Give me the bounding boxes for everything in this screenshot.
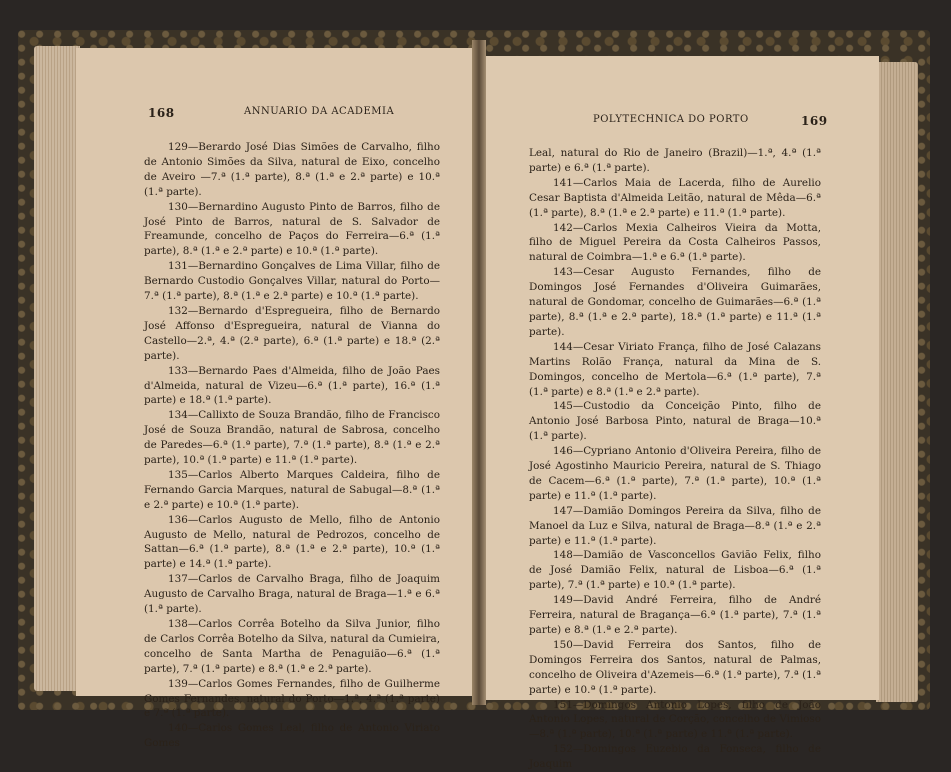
left-page <box>76 48 476 750</box>
entry: 148—Damião de Vasconcellos Gavião Felix, filho de José Damião Felix, natural de Lisboa—6.ª (1.ª parte), 7.ª (1.ª parte) e 10.ª (1.ª parte). <box>529 549 821 592</box>
book-gutter <box>472 40 486 705</box>
entry: 147—Damião Domingos Pereira da Silva, filho de Manoel da Luz e Silva, natural de Braga—8.ª (1.ª e 2.ª parte) e 11.ª (1.ª parte). <box>529 504 821 547</box>
page-edges-right <box>876 62 918 702</box>
entry: 149—David André Ferreira, filho de André Ferreira, natural de Bragança—6.ª (1.ª parte), 7.ª (1.ª parte) e 8.ª (1.ª e 2.ª parte). <box>529 594 821 636</box>
entry: 141—Carlos Maia de Lacerda, filho de Aurelio Cesar Baptista d'Almeida Leitão, natural de Mêda—6.ª (1.ª parte), 8.ª (1.ª e 2.ª parte) e 11.ª (1.ª parte). <box>529 176 821 219</box>
entry: 133—Bernardo Paes d'Almeida, filho de João Paes d'Almeida, natural de Vizeu—6.ª (1.ª parte), 16.ª (1.ª parte) e 18.ª (1.ª parte). <box>144 364 440 407</box>
entry: 136—Carlos Augusto de Mello, filho de Antonio Augusto de Mello, natural de Pedrozos, concelho de Sattan—6.ª (1.ª parte), 8.ª (1.ª e 2.ª parte), 10.ª (1.ª parte) e 14.ª (1.ª parte). <box>144 513 440 571</box>
entry: 150—David Ferreira dos Santos, filho de Domingos Ferreira dos Santos, natural de Palmas, concelho de Oliveira d'Azemeis—6.ª (1.ª parte), 7.ª (1.ª parte) e 10.ª (1.ª parte). <box>529 638 821 696</box>
entry: 129—Berardo José Dias Simões de Carvalho, filho de Antonio Simões da Silva, natural de Eixo, concelho de Aveiro —7.ª (1.ª parte), 8.ª (1.ª e 2.ª parte) e 10.ª (1.ª parte). <box>144 141 440 198</box>
entry: 151—Domingos Antonio Lopes, filho de João Antonio Lopes, natural de Corção, concelho de Vimioso—8.ª (1.ª parte), 10.ª (1.ª parte) e 11.ª (1.ª parte). <box>529 698 821 741</box>
entry: 140—Carlos Gomes Leal, filho de Antonio Viriato Gomes <box>144 722 440 750</box>
page-edges-left <box>34 46 80 691</box>
entry: 139—Carlos Gomes Fernandes, filho de Guilherme Gomes Fernandes, natural do Porto—1.ª, 4.ª (1.ª parte) e 7.ª (1.ª parte). <box>144 677 440 720</box>
entry: 152—Domingos Euzebio da Fonseca, filho de Joaquim <box>529 743 821 771</box>
entry: 143—Cesar Augusto Fernandes, filho de Domingos José Fernandes d'Oliveira Guimarães, natural de Gondomar, concelho de Guimarães—6.ª (1.ª parte), 8.ª (1.ª e 2.ª parte), 18.ª (1.ª parte) e 11.ª (1.ª parte). <box>529 266 821 338</box>
page-number: 169 <box>801 114 828 128</box>
entry: 142—Carlos Mexia Calheiros Vieira da Motta, filho de Miguel Pereira da Costa Calheiros Passos, natural de Coimbra—1.ª e 6.ª (1.ª parte). <box>529 221 821 264</box>
entry: 131—Bernardino Gonçalves de Lima Villar, filho de Bernardo Custodio Gonçalves Villar, natural do Porto—7.ª (1.ª parte), 8.ª (1.ª e 2.ª parte) e 10.ª (1.ª parte). <box>144 260 440 303</box>
entry: 144—Cesar Viriato França, filho de José Calazans Martins Rolão França, natural da Mina de S. Domingos, concelho de Mertola—6.ª (1.ª parte), 7.ª (1.ª parte) e 8.ª (1.ª e 2.ª parte). <box>529 340 821 398</box>
entry: 138—Carlos Corrêa Botelho da Silva Junior, filho de Carlos Corrêa Botelho da Silva, natural da Cumieira, concelho de Santa Martha de Penaguião—6.ª (1.ª parte), 7.ª (1.ª parte) e 8.ª (1.ª e 2.ª parte). <box>144 618 440 675</box>
page-text <box>529 146 821 772</box>
running-title: ANNUARIO DA ACADEMIA <box>244 106 395 117</box>
page-number: 168 <box>148 106 175 120</box>
entry: 135—Carlos Alberto Marques Caldeira, filho de Fernando Garcia Marques, natural de Sabugal—8.ª (1.ª e 2.ª parte) e 10.ª (1.ª parte). <box>144 468 440 511</box>
entry: 130—Bernardino Augusto Pinto de Barros, filho de José Pinto de Barros, natural de S. Salvador de Freamunde, concelho de Paços do Ferreira—6.ª (1.ª parte), 8.ª (1.ª e 2.ª parte) e 10.ª (1.ª parte). <box>144 200 440 258</box>
entry-continuation: Leal, natural do Rio de Janeiro (Brazil)—1.ª, 4.ª (1.ª parte) e 6.ª (1.ª parte). <box>529 147 821 174</box>
page-text <box>144 140 440 751</box>
entry: 146—Cypriano Antonio d'Oliveira Pereira, filho de José Agostinho Mauricio Pereira, natural de S. Thiago de Cacem—6.ª (1.ª parte), 7.ª (1.ª parte), 10.ª (1.ª parte) e 11.ª (1.ª parte). <box>529 445 821 502</box>
right-page <box>483 56 879 771</box>
entry: 145—Custodio da Conceição Pinto, filho de Antonio José Barbosa Pinto, natural de Braga—10.ª (1.ª parte). <box>529 400 821 443</box>
entry: 134—Callixto de Souza Brandão, filho de Francisco José de Souza Brandão, natural de Sabrosa, concelho de Paredes—6.ª (1.ª parte), 7.ª (1.ª parte), 8.ª (1.ª e 2.ª parte), 10.ª (1.ª parte) e 11.ª (1.ª parte). <box>144 409 440 467</box>
entry: 132—Bernardo d'Espregueira, filho de Bernardo José Affonso d'Espregueira, natural de Vianna do Castello—2.ª, 4.ª (2.ª parte), 6.ª (1.ª parte) e 18.ª (2.ª parte). <box>144 304 440 362</box>
running-title: POLYTECHNICA DO PORTO <box>593 114 749 125</box>
entry: 137—Carlos de Carvalho Braga, filho de Joaquim Augusto de Carvalho Braga, natural de Braga—1.ª e 6.ª (1.ª parte). <box>144 573 440 616</box>
